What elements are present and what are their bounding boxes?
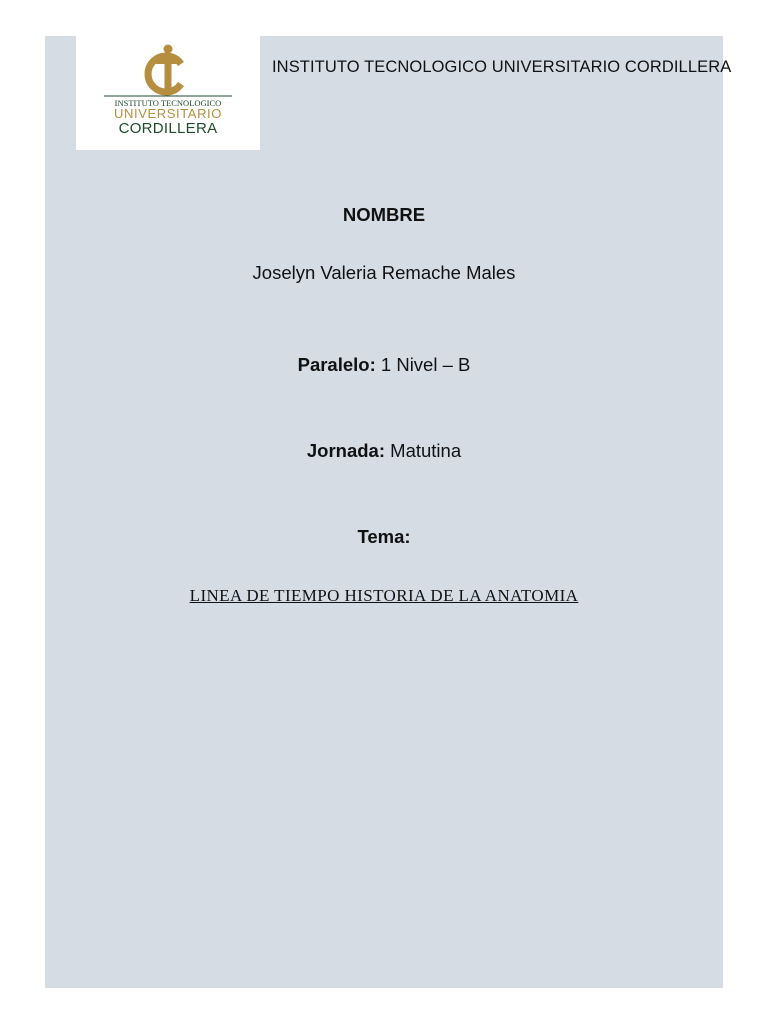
institution-name: INSTITUTO TECNOLOGICO UNIVERSITARIO CORDILLERA [272,58,732,76]
jornada-row [0,440,768,462]
tema-row [0,584,768,606]
logo-line3: CORDILLERA [118,120,218,137]
paralelo-label: Paralelo: [297,354,376,375]
jornada-label: Jornada: [306,440,386,461]
tema-label: Tema: [357,526,411,547]
logo-line2: UNIVERSITARIO [114,106,222,121]
nombre-label: NOMBRE [342,204,426,225]
paralelo-row [0,354,768,376]
paralelo-value: 1 Nivel – B [380,354,471,375]
tema-value: LINEA DE TIEMPO HISTORIA DE LA ANATOMIA [189,586,579,605]
logo-line1: INSTITUTO TECNOLOGICO [114,98,222,108]
cover-page [45,36,732,988]
jornada-value: Matutina [390,440,462,461]
institution-logo [76,36,260,150]
itc-emblem-icon [76,36,260,150]
nombre-value: Joselyn Valeria Remache Males [252,262,516,283]
